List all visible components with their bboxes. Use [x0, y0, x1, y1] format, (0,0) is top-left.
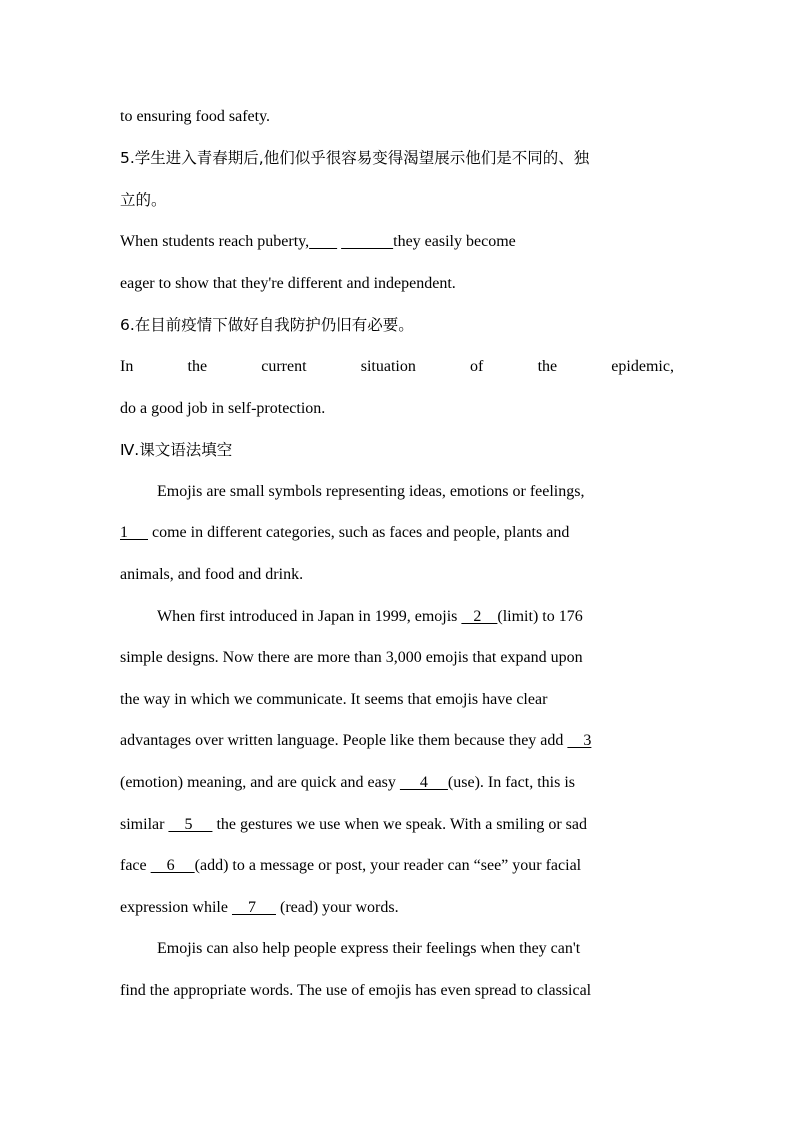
- word: situation: [360, 358, 416, 375]
- word: current: [261, 358, 307, 375]
- text-line: do a good job in self-protection.: [120, 400, 326, 417]
- text-segment: When students reach puberty,: [120, 233, 310, 250]
- answer-blank[interactable]: 7: [231, 899, 276, 916]
- text-segment: (emotion) meaning, and are quick and easy: [120, 774, 400, 791]
- question-6-english: [120, 357, 674, 377]
- text-segment: (add) to a message or post, your reader can “see” your facial: [194, 857, 582, 874]
- passage-line: [157, 607, 674, 627]
- passage-line: [120, 773, 674, 793]
- question-5-english: [120, 232, 674, 252]
- text-segment: similar: [120, 816, 169, 833]
- answer-blank[interactable]: 4: [399, 774, 448, 791]
- passage-line: [120, 523, 674, 543]
- passage-line: simple designs. Now there are more than 3,000 emojis that expand upon: [120, 649, 583, 666]
- word: In: [120, 358, 134, 375]
- text-line: to ensuring food safety.: [120, 108, 271, 125]
- section-heading: Ⅳ.课文语法填空: [120, 441, 233, 459]
- answer-blank[interactable]: 6: [150, 857, 195, 874]
- question-5-chinese: 5.学生进入青春期后,他们似乎很容易变得渴望展示他们是不同的、独: [120, 149, 590, 167]
- question-5-chinese-cont: 立的。: [120, 191, 167, 209]
- answer-blank[interactable]: 5: [168, 816, 213, 833]
- passage-line: animals, and food and drink.: [120, 566, 304, 583]
- passage-line: Emojis can also help people express their feelings when they can't: [157, 940, 581, 957]
- passage-line: the way in which we communicate. It seems that emojis have clear: [120, 691, 548, 708]
- text-segment: the gestures we use when we speak. With a smiling or sad: [212, 816, 587, 833]
- word: the: [537, 358, 558, 375]
- word: epidemic,: [611, 358, 674, 375]
- passage-line: [120, 898, 674, 918]
- answer-blank[interactable]: 3: [567, 732, 592, 749]
- passage-line: Emojis are small symbols representing ideas, emotions or feelings,: [157, 483, 585, 500]
- text-segment: expression while: [120, 899, 232, 916]
- text-line: eager to show that they're different and independent.: [120, 275, 456, 292]
- word: of: [470, 358, 484, 375]
- text-segment: When first introduced in Japan in 1999, emojis: [157, 608, 462, 625]
- passage-line: find the appropriate words. The use of emojis has even spread to classical: [120, 982, 592, 999]
- word: the: [187, 358, 208, 375]
- passage-line: [120, 815, 674, 835]
- text-segment: come in different categories, such as faces and people, plants and: [148, 524, 570, 541]
- text-segment: they easily become: [393, 233, 516, 250]
- text-segment: (read) your words.: [275, 899, 399, 916]
- question-6-chinese: 6.在目前疫情下做好自我防护仍旧有必要。: [120, 316, 414, 334]
- answer-blank[interactable]: 2: [461, 608, 498, 625]
- answer-blank[interactable]: [309, 233, 337, 250]
- text-segment: (use). In fact, this is: [447, 774, 575, 791]
- answer-blank[interactable]: [341, 233, 393, 250]
- text-segment: (limit) to 176: [497, 608, 583, 625]
- answer-blank[interactable]: 1: [120, 524, 148, 541]
- text-segment: advantages over written language. People like them because they add: [120, 732, 568, 749]
- passage-line: [120, 731, 674, 751]
- text-segment: face: [120, 857, 151, 874]
- passage-line: [120, 856, 674, 876]
